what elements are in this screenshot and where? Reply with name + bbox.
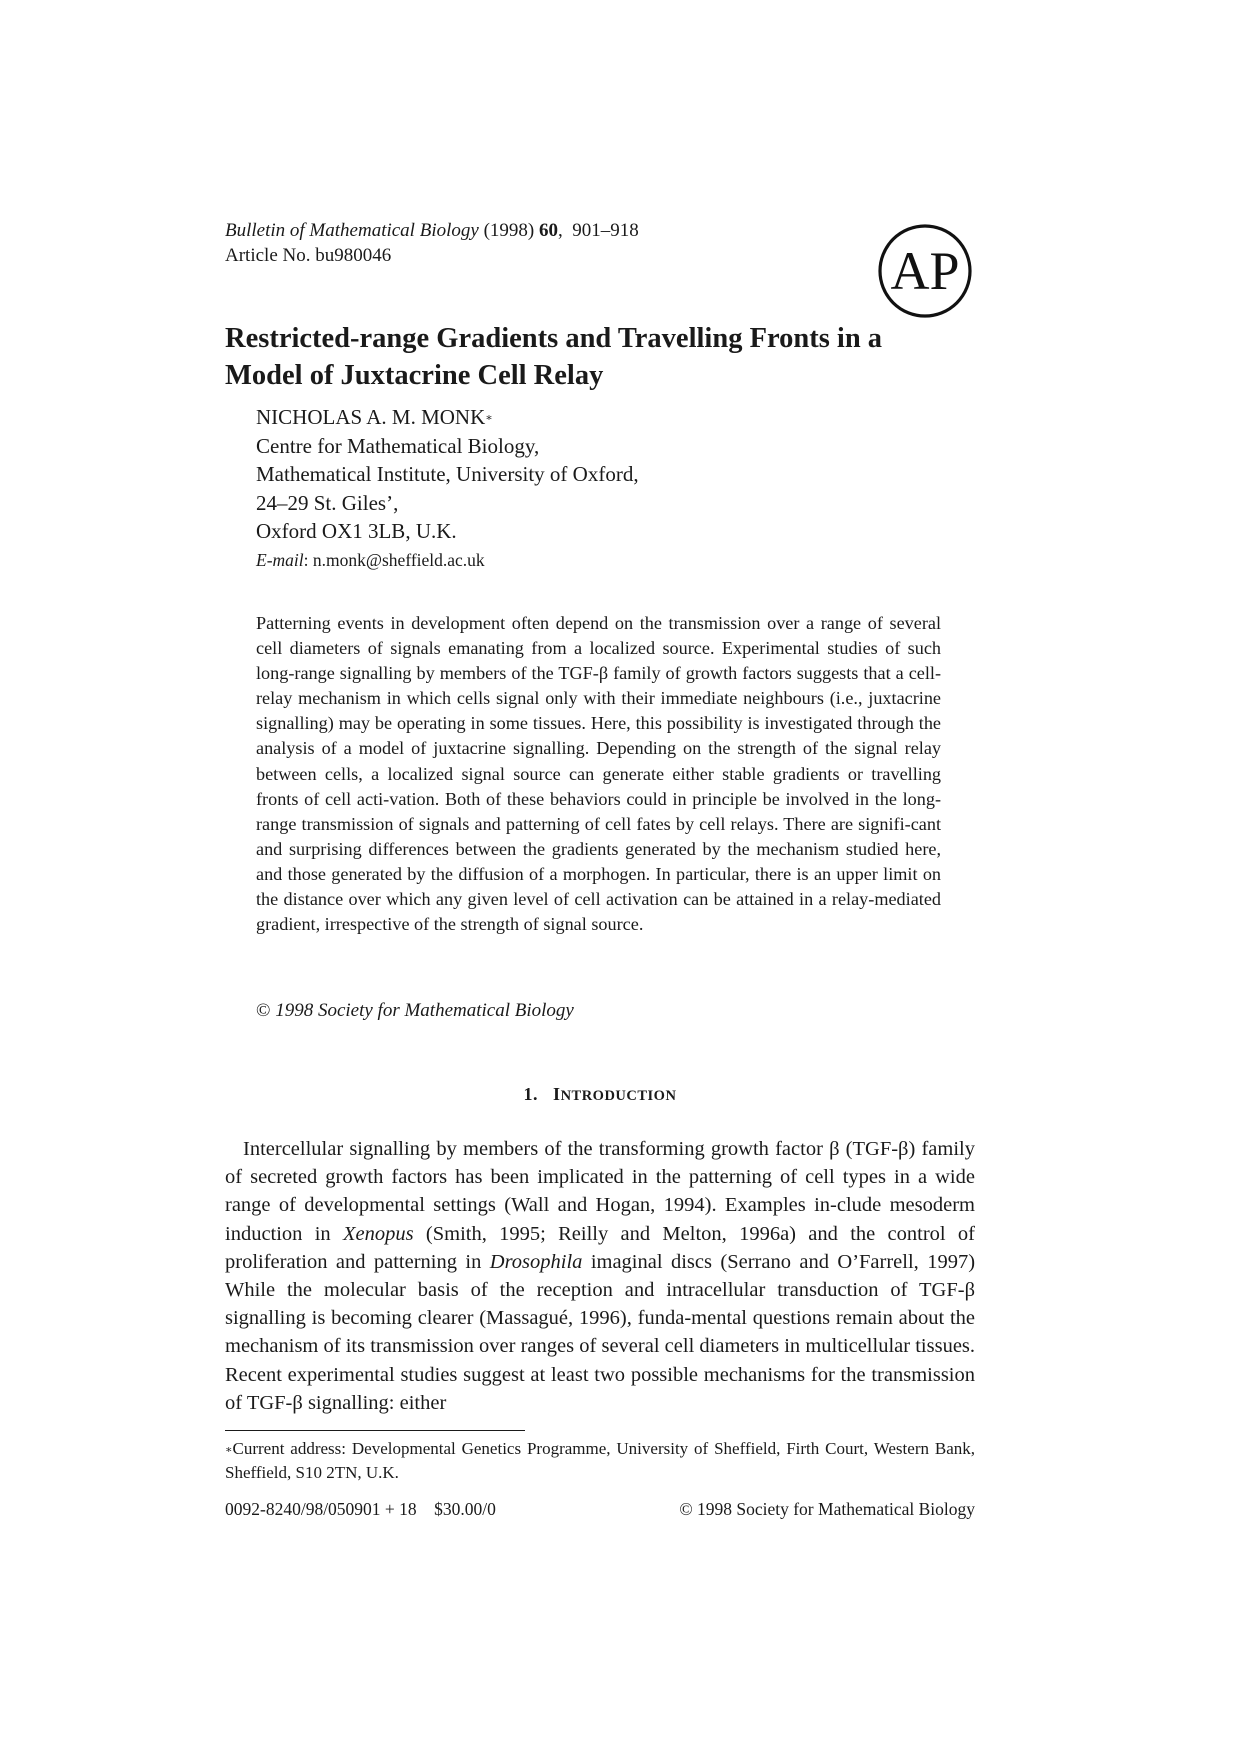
affiliation-line-3: 24–29 St. Giles’, — [256, 490, 399, 515]
citation-line: Bulletin of Mathematical Biology (1998) 60, 901–918 — [225, 220, 639, 241]
email-address[interactable]: n.monk@sheffield.ac.uk — [312, 550, 485, 570]
abstract-line: immediate neighbours (i.e., juxtacrine signalling) may be operating in some tissues. — [256, 688, 942, 734]
abstract-line: source. — [591, 914, 644, 935]
issn-code: 0092-8240/98/050901 + 18 — [225, 1499, 417, 1519]
journal-header — [225, 218, 639, 268]
affiliation-line-4: Oxford OX1 3LB, U.K. — [256, 519, 457, 543]
footer-copyright-symbol: © — [679, 1499, 693, 1519]
section-title-rest: NTRODUCTION — [560, 1088, 677, 1104]
abstract-line: there is an upper limit on the distance over which any given level of cell activation — [256, 863, 942, 910]
author-name-line — [256, 403, 639, 432]
journal-volume: 60 — [538, 220, 558, 241]
abstract-line: several cell diameters of signals emanating from a localized source. Experimental — [256, 613, 942, 659]
footnote-mark: ∗ — [225, 1444, 233, 1456]
intro-paragraph — [225, 1135, 975, 1417]
intro-line: family of secreted growth factors has been implicated in the patterning of cell types — [225, 1138, 975, 1189]
footnote-text: Current address: Developmental Genetics Programme, University of Sheffield, Firth Court, Western Bank, Sheffield, S10 2TN, U.K. — [225, 1439, 975, 1482]
intro-line: clude mesoderm induction in Xenopus (Smith, 1995; Reilly and Melton, 1996a) and — [225, 1194, 975, 1245]
abstract-line: signal source can generate either stable gradients or travelling fronts of cell acti- — [256, 763, 942, 809]
intro-line: and O’Farrell, 1997) While the molecular basis of the reception and intracellular — [225, 1250, 976, 1302]
journal-year: (1998) — [483, 220, 535, 241]
intro-line: several cell diameters in multicellular tissues. Recent experimental studies suggest — [225, 1335, 976, 1386]
section-heading — [225, 1082, 975, 1108]
affiliation-line-2: Mathematical Institute, University of Oxford, — [256, 462, 639, 486]
intro-line: mental questions remain about the mechanism of its transmission over ranges of — [225, 1307, 975, 1358]
email-line: E-mail: n.monk@sheffield.ac.uk — [256, 550, 485, 570]
abstract-line: factors suggests that a cell-relay mechanism in which cells signal only with their — [256, 663, 942, 709]
email-label: E-mail — [256, 550, 304, 570]
abstract-copyright — [256, 998, 574, 1023]
footer-copyright — [652, 1497, 975, 1521]
issn-code-line — [225, 1497, 496, 1521]
section-title-initial: I — [553, 1084, 561, 1104]
intro-line: in a wide range of developmental settings (Wall and Hogan, 1994). Examples in- — [225, 1166, 975, 1217]
intro-line: at least two possible mechanisms for the transmission of TGF-β signalling: either — [225, 1363, 975, 1414]
copyright-symbol: © — [256, 1000, 271, 1021]
abstract-line: Here, this possibility is investigated through the analysis of a model of juxtacrine — [256, 713, 941, 759]
abstract-copyright-text: 1998 Society for Mathematical Biology — [275, 1000, 574, 1021]
intro-line: the control of proliferation and patterning in Drosophila imaginal discs (Serrano — [225, 1222, 976, 1273]
title-line-2: Model of Juxtacrine Cell Relay — [225, 360, 604, 391]
abstract-line: studied here, and those generated by the diffusion of a morphogen. In particular, — [256, 838, 942, 884]
abstract-line: studies of such long-range signalling by members of the TGF-β family of growth — [256, 638, 942, 684]
abstract-line: can be attained in a relay-mediated gradient, irrespective of the strength of signal — [256, 889, 941, 935]
logo-text: AP — [890, 241, 960, 301]
author-footnote-mark: ∗ — [485, 412, 493, 424]
article-number: Article No. bu980046 — [225, 245, 392, 266]
intro-line: transduction of TGF-β signalling is becoming clearer (Massagué, 1996), funda- — [225, 1279, 976, 1330]
abstract-line: transmission of signals and patterning of cell fates by cell relays. There are signifi- — [301, 813, 911, 834]
abstract-line: cant and surprising differences between the gradients generated by the mechanism — [256, 813, 941, 859]
abstract-line: Patterning events in development often depend on the transmission over a range of — [256, 613, 883, 633]
title-line-1: Restricted-range Gradients and Travelling Fronts in a — [225, 323, 883, 354]
footer-copyright-text: 1998 Society for Mathematical Biology — [696, 1499, 975, 1519]
author-block — [256, 403, 639, 546]
footnote-rule — [225, 1430, 525, 1431]
abstract-line: vation. Both of these behaviors could in principle be involved in the long-range — [256, 788, 941, 834]
article-price: $30.00/0 — [434, 1499, 496, 1519]
paper-title — [225, 320, 985, 394]
abstract — [256, 611, 941, 937]
author-name: NICHOLAS A. M. MONK — [256, 405, 486, 429]
abstract-line: signalling. Depending on the strength of the signal relay between cells, a localized — [256, 738, 942, 784]
section-number: 1. — [523, 1084, 539, 1104]
journal-name: Bulletin of Mathematical Biology — [225, 220, 479, 241]
footnote — [225, 1437, 975, 1485]
intro-line: Intercellular signalling by members of the transforming growth factor β (TGF-β) — [243, 1138, 916, 1160]
journal-pages: 901–918 — [572, 220, 639, 241]
ap-publisher-logo-icon — [877, 223, 973, 319]
affiliation-line-1: Centre for Mathematical Biology, — [256, 433, 540, 458]
